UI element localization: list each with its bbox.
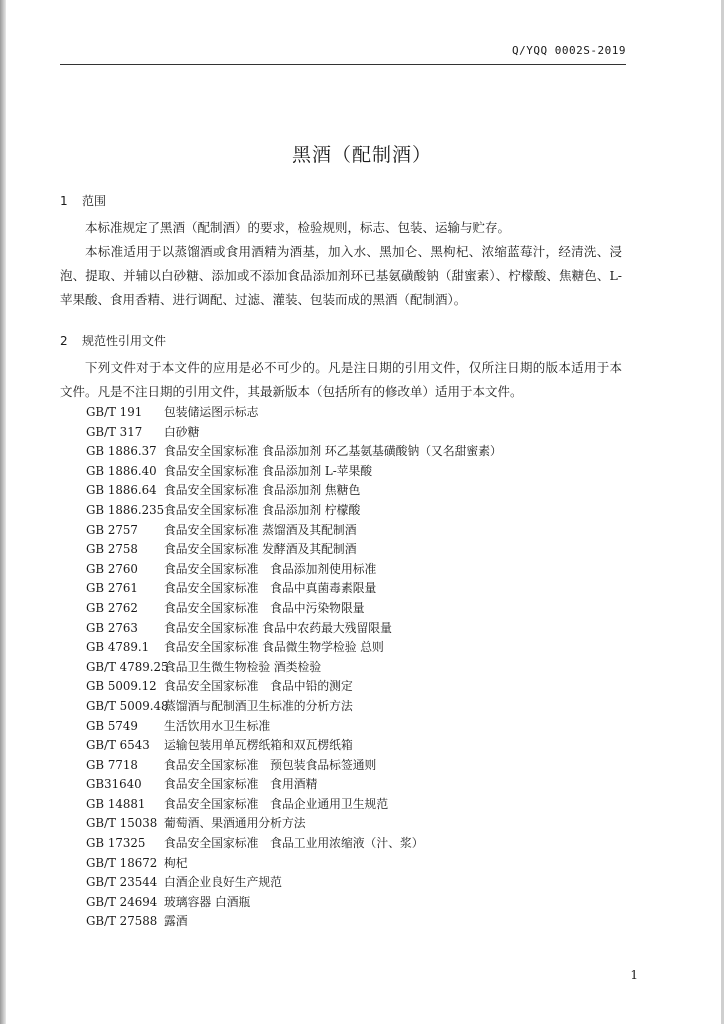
- reference-title: 白酒企业良好生产规范: [164, 875, 282, 890]
- reference-list: [86, 403, 646, 932]
- reference-code: GB31640: [86, 777, 142, 792]
- reference-title: 食品安全国家标准 食品中农药最大残留限量: [164, 620, 392, 635]
- reference-code: GB/T 191: [86, 405, 143, 419]
- reference-code: GB/T 24694: [86, 894, 158, 909]
- reference-code: GB/T 23544: [86, 875, 158, 890]
- reference-item: [86, 540, 646, 560]
- reference-code: GB 17325: [86, 836, 146, 851]
- reference-title: 食品安全国家标准 食品工业用浓缩液（汁、浆）: [164, 836, 424, 851]
- reference-title: 食品安全国家标准 食品添加剂 L-苹果酸: [164, 463, 373, 478]
- reference-item: [86, 462, 646, 482]
- reference-item: [86, 697, 646, 717]
- reference-item: [86, 775, 646, 795]
- reference-code: GB 2760: [86, 561, 138, 576]
- scope-paragraph-2: 本标准适用于以蒸馏酒或食用酒精为酒基，加入水、黑加仑、黑枸杞、浓缩蓝莓汁，经清洗、浸泡、提取、并辅以白砂糖、添加或不添加食品添加剂环已基氨磺酸钠（甜蜜素）、柠檬酸、焦糖色、L-苹果酸、食用香精、进行调配、过滤、灌装、包装而成的黑酒（配制酒）。: [60, 244, 622, 307]
- reference-code: GB/T 6543: [86, 738, 150, 753]
- reference-item: [86, 521, 646, 541]
- reference-title: 食品卫生微生物检验 酒类检验: [164, 659, 322, 674]
- reference-item: [86, 442, 646, 462]
- section-heading-scope: [60, 192, 106, 209]
- reference-code: GB/T 18672: [86, 855, 158, 870]
- reference-title: 食品安全国家标准 食品添加剂 柠檬酸: [164, 502, 361, 517]
- reference-title: 枸杞: [164, 855, 188, 870]
- reference-item: [86, 423, 646, 443]
- section-title: 范围: [82, 194, 107, 208]
- reference-code: GB 5009.12: [86, 679, 157, 694]
- reference-item: [86, 638, 646, 658]
- reference-code: GB 4789.1: [86, 640, 150, 655]
- reference-code: GB 5749: [86, 718, 138, 733]
- reference-title: 食品安全国家标准 预包装食品标签通则: [164, 757, 377, 772]
- reference-item: [86, 717, 646, 737]
- reference-item: [86, 658, 646, 678]
- reference-title: 食品安全国家标准 食品添加剂 焦糖色: [164, 483, 361, 498]
- reference-title: 食品安全国家标准 蒸馏酒及其配制酒: [164, 522, 357, 537]
- section-number: 2: [60, 334, 68, 348]
- reference-item: [86, 893, 646, 913]
- scope-paragraph-1: 本标准规定了黑酒（配制酒）的要求，检验规则，标志、包装、运输与贮存。: [85, 220, 511, 235]
- reference-item: [86, 579, 646, 599]
- section-heading-normative: [60, 332, 166, 349]
- reference-item: [86, 619, 646, 639]
- reference-code: GB/T 15038: [86, 816, 158, 831]
- reference-title: 食品安全国家标准 食品中污染物限量: [164, 600, 365, 615]
- reference-item: [86, 736, 646, 756]
- reference-item: [86, 834, 646, 854]
- reference-item: [86, 560, 646, 580]
- standard-code: Q/YQQ 0002S-2019: [512, 44, 626, 57]
- reference-title: 食品安全国家标准 食品企业通用卫生规范: [164, 796, 389, 811]
- reference-item: [86, 814, 646, 834]
- document-title: 黑酒（配制酒）: [291, 144, 432, 166]
- section-title: 规范性引用文件: [82, 334, 167, 348]
- reference-title: 食品安全国家标准 食品微生物学检验 总则: [164, 640, 384, 655]
- reference-item: [86, 403, 646, 423]
- reference-code: GB 2757: [86, 522, 138, 537]
- reference-item: [86, 873, 646, 893]
- reference-title: 食品安全国家标准 食用酒精: [164, 777, 318, 792]
- reference-title: 食品安全国家标准 发酵酒及其配制酒: [164, 542, 357, 557]
- reference-code: GB/T 317: [86, 424, 143, 439]
- reference-title: 生活饮用水卫生标准: [164, 718, 271, 733]
- reference-item: [86, 912, 646, 932]
- reference-title: 露酒: [164, 914, 188, 929]
- reference-title: 食品安全国家标准 食品添加剂 环乙基氨基磺酸钠（又名甜蜜素）: [164, 444, 502, 459]
- header-rule: [60, 64, 626, 65]
- reference-title: 包装储运图示标志: [164, 405, 259, 419]
- reference-code: GB 1886.40: [86, 463, 157, 478]
- reference-title: 食品安全国家标准 食品中铅的测定: [164, 679, 353, 694]
- reference-code: GB/T 5009.48: [86, 698, 169, 713]
- reference-item: [86, 677, 646, 697]
- reference-title: 白砂糖: [164, 424, 200, 439]
- reference-code: GB 1886.64: [86, 483, 157, 498]
- reference-code: GB 2763: [86, 620, 138, 635]
- reference-title: 玻璃容器 白酒瓶: [164, 894, 251, 909]
- normative-intro: 下列文件对于本文件的应用是必不可少的。凡是注日期的引用文件，仅所注日期的版本适用于本文件。凡是不注日期的引用文件，其最新版本（包括所有的修改单）适用于本文件。: [60, 360, 622, 399]
- reference-code: GB 2758: [86, 542, 138, 557]
- reference-item: [86, 501, 646, 521]
- reference-title: 食品安全国家标准 食品中真菌毒素限量: [164, 581, 377, 596]
- reference-code: GB 1886.235: [86, 502, 165, 517]
- reference-title: 葡萄酒、果酒通用分析方法: [164, 816, 306, 831]
- reference-title: 蒸馏酒与配制酒卫生标准的分析方法: [164, 698, 353, 713]
- reference-item: [86, 481, 646, 501]
- reference-code: GB 14881: [86, 796, 146, 811]
- reference-code: GB/T 27588: [86, 914, 158, 929]
- page-number: 1: [630, 968, 638, 982]
- section-number: 1: [60, 194, 68, 208]
- reference-code: GB/T 4789.25: [86, 659, 169, 674]
- reference-item: [86, 795, 646, 815]
- reference-code: GB 7718: [86, 757, 138, 772]
- reference-title: 食品安全国家标准 食品添加剂使用标准: [164, 561, 377, 576]
- reference-title: 运输包装用单瓦楞纸箱和双瓦楞纸箱: [164, 738, 353, 753]
- reference-item: [86, 756, 646, 776]
- reference-item: [86, 854, 646, 874]
- reference-code: GB 2762: [86, 600, 138, 615]
- reference-item: [86, 599, 646, 619]
- reference-code: GB 2761: [86, 581, 138, 596]
- reference-code: GB 1886.37: [86, 444, 157, 459]
